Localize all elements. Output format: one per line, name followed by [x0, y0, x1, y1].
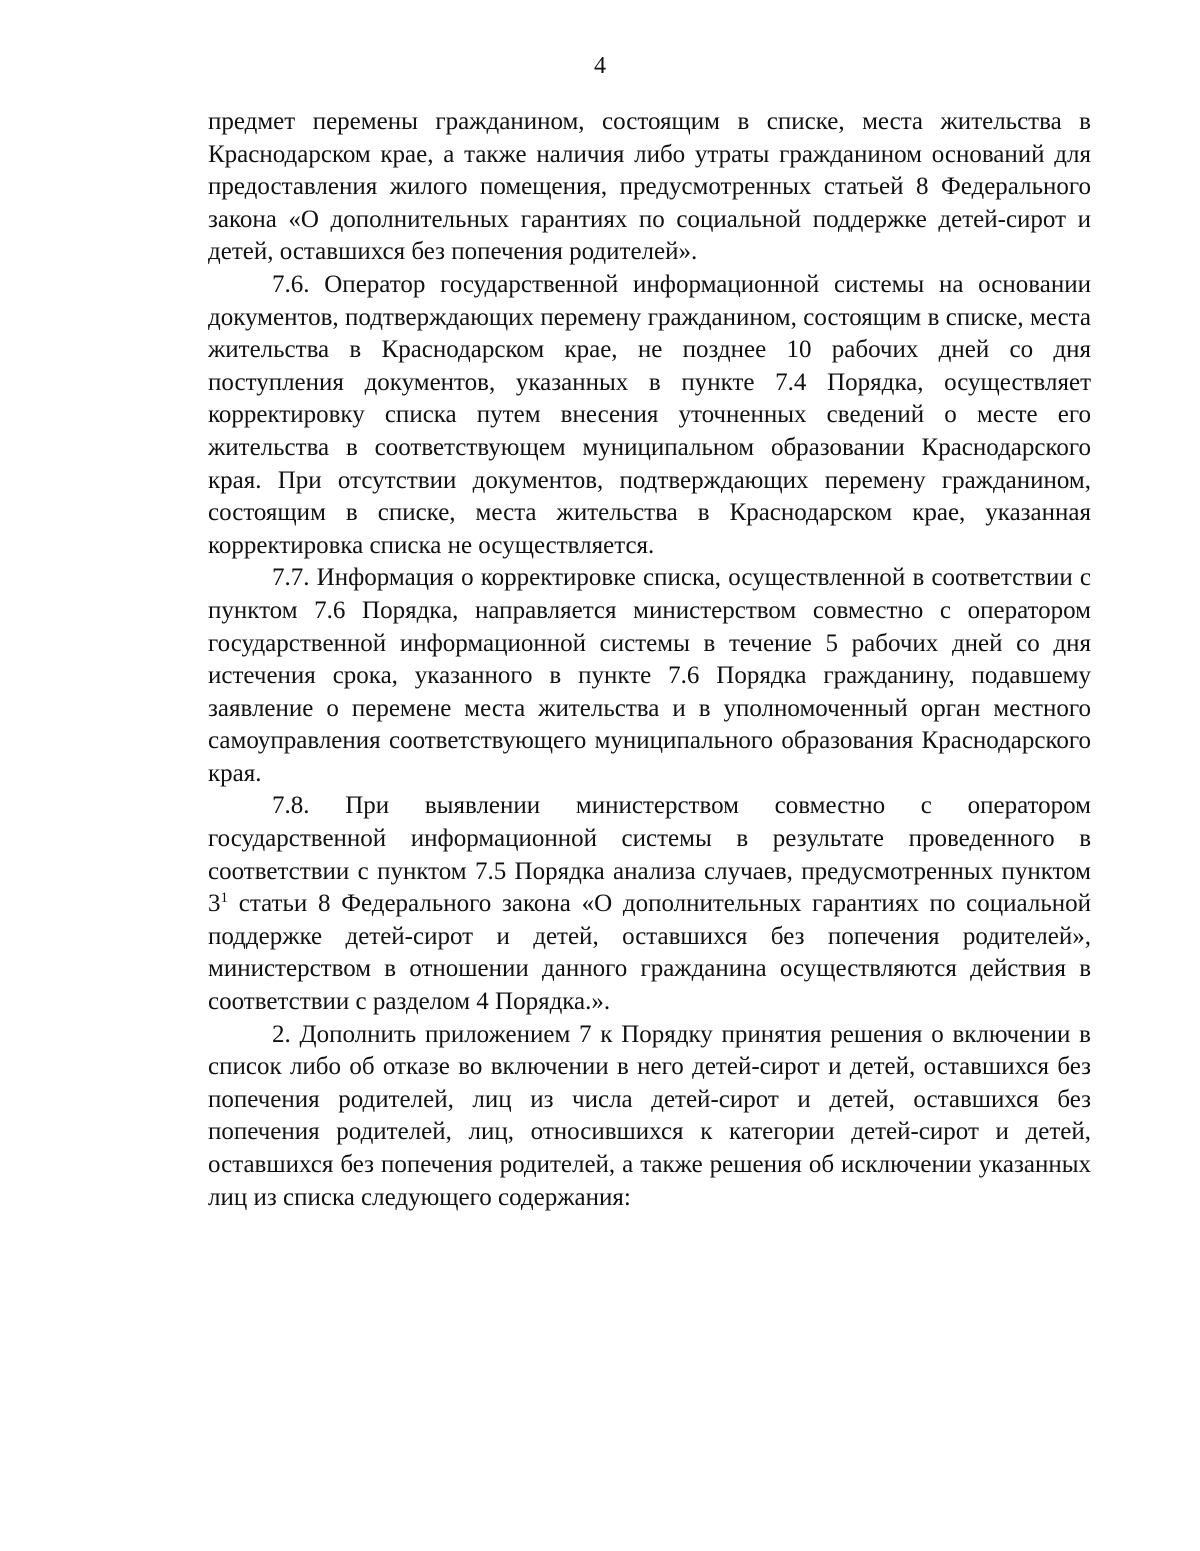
paragraph-continuation: предмет перемены гражданином, состоящим в списке, места жительства в Краснодарском крае, а также наличия либо утраты гражданином оснований для предоставления жилого помещения, предусмотренных статьей 8 Федерального закона «О дополнительных гарантиях по социальной поддержке детей-сирот и детей, оставшихся без попечения родителей».	[208, 108, 1091, 266]
paragraph-7-8	[208, 790, 1091, 1018]
paragraph-7-8-text-start: 7.8. При выявлении министерством совместно с оператором государственной информационной системы в результате проведенного в соответствии с пунктом 7.5 Порядка анализа случаев, предусмотренных пунктом 3	[208, 792, 1091, 918]
paragraph-7-6: 7.6. Оператор государственной информационной системы на основании документов, подтверждающих перемену гражданином, состоящим в списке, места жительства в Краснодарском крае, не позднее 10 рабочих дней со дня поступления документов, указанных в пункте 7.4 Порядка, осуществляет корректировку списка путем внесения уточненных сведений о месте его жительства в соответствующем муниципальном образовании Краснодарского края. При отсутствии документов, подтверждающих перемену гражданином, состоящим в списке, места жительства в Краснодарском крае, указанная корректировка списка не осуществляется.	[208, 270, 1091, 559]
paragraph-7-7: 7.7. Информация о корректировке списка, осуществленной в соответствии с пунктом 7.6 Порядка, направляется министерством совместно с оператором государственной информационной системы в течение 5 рабочих дней со дня истечения срока, указанного в пункте 7.6 Порядка гражданину, подавшему заявление о перемене места жительства и в уполномоченный орган местного самоуправления соответствующего муниципального образования Краснодарского края.	[208, 564, 1091, 787]
paragraph-7-8-text-end: статьи 8 Федерального закона «О дополнительных гарантиях по социальной поддержке детей-сирот и детей, оставшихся без попечения родителей», министерством в отношении данного гражданина осуществляются действия в соответствии с разделом 4 Порядка.».	[208, 890, 1091, 1016]
paragraph-item-2: 2. Дополнить приложением 7 к Порядку принятия решения о включении в список либо об отказе во включении в него детей-сирот и детей, оставшихся без попечения родителей, лиц из числа детей-сирот и детей, оставшихся без попечения родителей, лиц, относившихся к категории детей-сирот и детей, оставшихся без попечения родителей, а также решения об исключении указанных лиц из списка следующего содержания:	[208, 1020, 1091, 1211]
page-number: 4	[594, 53, 606, 79]
document-body	[208, 106, 1091, 1214]
superscript-index: 1	[220, 890, 228, 907]
